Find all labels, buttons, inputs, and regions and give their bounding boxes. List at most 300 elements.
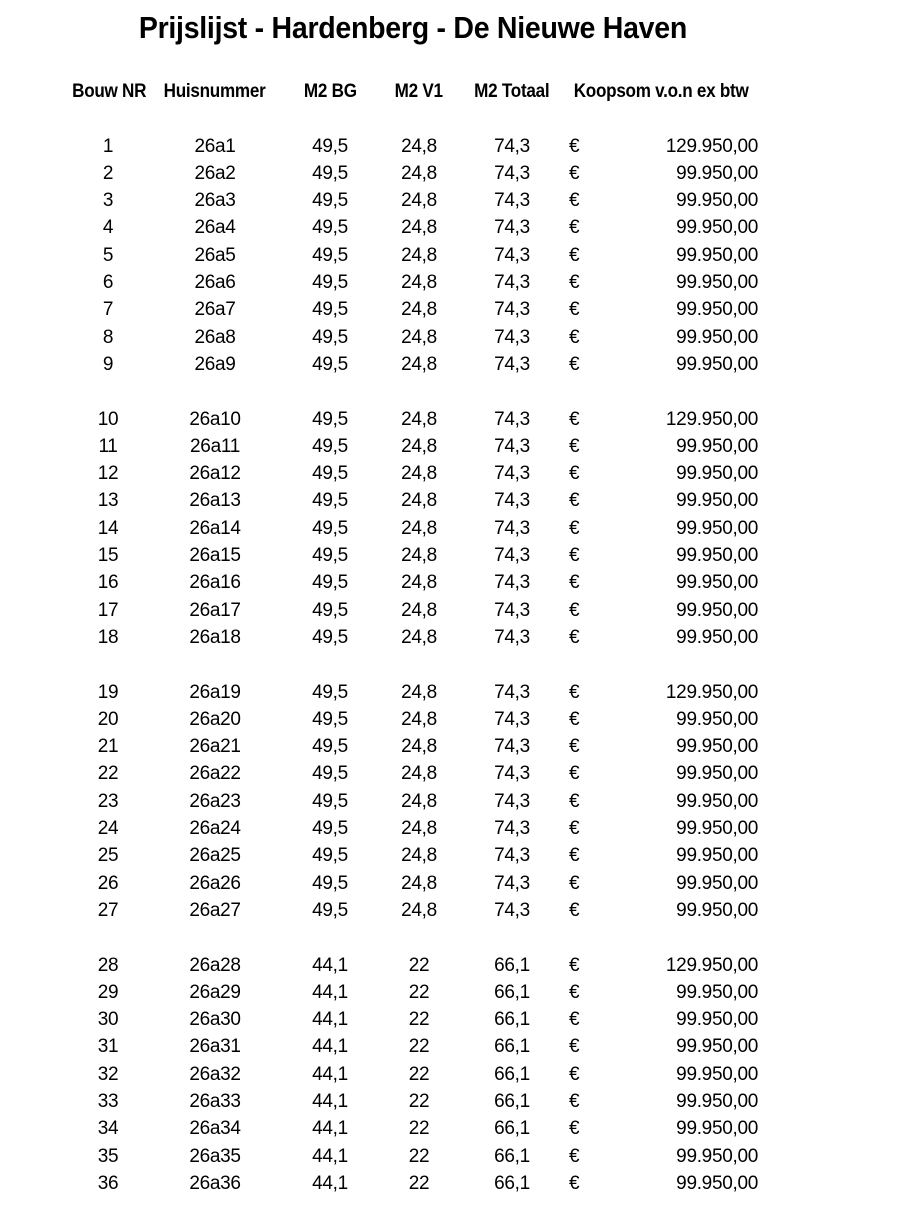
cell-m2-v1: 24,8 — [401, 408, 437, 430]
cell-huisnummer: 26a13 — [189, 490, 241, 512]
currency-symbol: € — [569, 517, 580, 539]
cell-koopsom — [564, 706, 758, 733]
cell-koopsom — [564, 351, 758, 378]
cell-bouw-nr: 7 — [102, 299, 114, 321]
cell-m2-bg: 49,5 — [312, 872, 348, 894]
cell-koopsom — [564, 487, 758, 514]
cell-m2-bg: 44,1 — [312, 1145, 348, 1167]
cell-bouw-nr: 28 — [97, 954, 119, 976]
currency-symbol: € — [569, 326, 580, 348]
cell-m2-bg: 49,5 — [312, 190, 348, 212]
currency-symbol: € — [569, 190, 580, 212]
cell-m2-totaal: 74,3 — [494, 299, 530, 321]
table-row — [68, 815, 758, 842]
cell-bouw-nr: 4 — [102, 217, 114, 239]
cell-koopsom-amount: 99.950,00 — [676, 736, 758, 758]
cell-huisnummer: 26a14 — [189, 517, 241, 539]
cell-m2-v1: 24,8 — [401, 244, 437, 266]
cell-koopsom — [564, 1143, 758, 1170]
cell-huisnummer: 26a9 — [194, 353, 236, 375]
col-header-m2-bg — [282, 78, 378, 105]
cell-koopsom-amount: 99.950,00 — [676, 217, 758, 239]
cell-koopsom-amount: 99.950,00 — [676, 1090, 758, 1112]
cell-m2-v1: 24,8 — [401, 272, 437, 294]
cell-m2-totaal: 74,3 — [494, 135, 530, 157]
cell-koopsom-amount: 99.950,00 — [676, 490, 758, 512]
cell-huisnummer: 26a21 — [189, 736, 241, 758]
table-row — [68, 1115, 758, 1142]
cell-m2-bg: 44,1 — [312, 1036, 348, 1058]
cell-m2-v1: 24,8 — [401, 135, 437, 157]
cell-koopsom — [564, 1033, 758, 1060]
cell-koopsom — [564, 296, 758, 323]
col-header-m2-bg-label: M2 BG — [303, 81, 357, 102]
cell-koopsom — [564, 433, 758, 460]
document-content — [68, 0, 758, 1197]
table-row — [68, 788, 758, 815]
table-row — [68, 324, 758, 351]
cell-m2-bg: 49,5 — [312, 790, 348, 812]
cell-m2-bg: 49,5 — [312, 326, 348, 348]
table-row — [68, 460, 758, 487]
cell-koopsom-amount: 99.950,00 — [676, 1172, 758, 1194]
cell-m2-totaal: 74,3 — [494, 899, 530, 921]
table-row — [68, 515, 758, 542]
cell-huisnummer: 26a23 — [189, 790, 241, 812]
spacer-row — [68, 105, 758, 132]
cell-m2-bg: 49,5 — [312, 272, 348, 294]
table-row — [68, 624, 758, 651]
cell-m2-v1: 24,8 — [401, 217, 437, 239]
cell-koopsom — [564, 160, 758, 187]
table-row — [68, 542, 758, 569]
cell-bouw-nr: 31 — [97, 1036, 119, 1058]
cell-koopsom-amount: 129.950,00 — [665, 681, 758, 703]
currency-symbol: € — [569, 353, 580, 375]
cell-koopsom — [564, 679, 758, 706]
cell-koopsom-amount: 99.950,00 — [676, 818, 758, 840]
cell-m2-v1: 24,8 — [401, 872, 437, 894]
table-row — [68, 897, 758, 924]
cell-m2-v1: 22 — [408, 1145, 430, 1167]
cell-koopsom — [564, 569, 758, 596]
cell-huisnummer: 26a36 — [189, 1172, 241, 1194]
cell-m2-totaal: 66,1 — [494, 1036, 530, 1058]
currency-symbol: € — [569, 1172, 580, 1194]
cell-koopsom — [564, 269, 758, 296]
cell-m2-totaal: 74,3 — [494, 572, 530, 594]
cell-m2-bg: 49,5 — [312, 408, 348, 430]
cell-koopsom — [564, 788, 758, 815]
cell-koopsom — [564, 324, 758, 351]
cell-bouw-nr: 2 — [102, 162, 114, 184]
cell-koopsom — [564, 733, 758, 760]
cell-bouw-nr: 16 — [97, 572, 119, 594]
cell-huisnummer: 26a34 — [189, 1118, 241, 1140]
cell-m2-v1: 24,8 — [401, 736, 437, 758]
cell-m2-totaal: 74,3 — [494, 217, 530, 239]
currency-symbol: € — [569, 244, 580, 266]
currency-symbol: € — [569, 490, 580, 512]
cell-m2-bg: 44,1 — [312, 1009, 348, 1031]
currency-symbol: € — [569, 1036, 580, 1058]
cell-bouw-nr: 11 — [98, 435, 118, 457]
cell-m2-v1: 24,8 — [401, 353, 437, 375]
cell-m2-v1: 24,8 — [401, 681, 437, 703]
cell-m2-v1: 24,8 — [401, 190, 437, 212]
cell-huisnummer: 26a7 — [194, 299, 236, 321]
cell-koopsom-amount: 99.950,00 — [676, 790, 758, 812]
cell-huisnummer: 26a28 — [189, 954, 241, 976]
cell-m2-totaal: 74,3 — [494, 626, 530, 648]
cell-koopsom-amount: 99.950,00 — [676, 435, 758, 457]
currency-symbol: € — [569, 299, 580, 321]
cell-huisnummer: 26a1 — [194, 135, 236, 157]
cell-huisnummer: 26a4 — [194, 217, 236, 239]
currency-symbol: € — [569, 545, 580, 567]
currency-symbol: € — [569, 272, 580, 294]
cell-m2-bg: 49,5 — [312, 244, 348, 266]
table-row — [68, 406, 758, 433]
page-title-text: Prijslijst - Hardenberg - De Nieuwe Haven — [138, 10, 688, 45]
col-header-koopsom — [564, 78, 758, 105]
cell-koopsom — [564, 406, 758, 433]
cell-huisnummer: 26a22 — [189, 763, 241, 785]
cell-bouw-nr: 13 — [97, 490, 119, 512]
cell-m2-bg: 49,5 — [312, 599, 348, 621]
currency-symbol: € — [569, 708, 580, 730]
col-header-huisnummer — [148, 78, 282, 105]
cell-m2-totaal: 74,3 — [494, 599, 530, 621]
cell-m2-totaal: 74,3 — [494, 872, 530, 894]
cell-koopsom-amount: 129.950,00 — [665, 408, 758, 430]
cell-koopsom-amount: 99.950,00 — [676, 190, 758, 212]
table-row — [68, 133, 758, 160]
table-row — [68, 679, 758, 706]
cell-m2-v1: 24,8 — [401, 463, 437, 485]
table-row — [68, 1170, 758, 1197]
table-row — [68, 1061, 758, 1088]
cell-huisnummer: 26a6 — [194, 272, 236, 294]
cell-huisnummer: 26a8 — [194, 326, 236, 348]
table-row — [68, 160, 758, 187]
table-row — [68, 296, 758, 323]
col-header-m2-v1 — [378, 78, 460, 105]
table-row — [68, 1006, 758, 1033]
cell-koopsom-amount: 99.950,00 — [676, 1063, 758, 1085]
col-header-m2-totaal-label: M2 Totaal — [474, 81, 550, 102]
cell-m2-v1: 24,8 — [401, 763, 437, 785]
spacer-row — [68, 651, 758, 678]
currency-symbol: € — [569, 845, 580, 867]
cell-huisnummer: 26a32 — [189, 1063, 241, 1085]
cell-koopsom — [564, 1088, 758, 1115]
cell-m2-totaal: 74,3 — [494, 517, 530, 539]
cell-m2-v1: 24,8 — [401, 845, 437, 867]
cell-m2-v1: 24,8 — [401, 818, 437, 840]
cell-m2-bg: 49,5 — [312, 845, 348, 867]
cell-bouw-nr: 18 — [97, 626, 119, 648]
currency-symbol: € — [569, 981, 580, 1003]
cell-m2-bg: 49,5 — [312, 572, 348, 594]
cell-bouw-nr: 25 — [97, 845, 119, 867]
cell-m2-bg: 49,5 — [312, 626, 348, 648]
currency-symbol: € — [569, 135, 580, 157]
cell-m2-v1: 24,8 — [401, 517, 437, 539]
cell-m2-bg: 49,5 — [312, 818, 348, 840]
cell-bouw-nr: 24 — [97, 818, 119, 840]
table-row — [68, 187, 758, 214]
table-row — [68, 1088, 758, 1115]
cell-m2-v1: 24,8 — [401, 435, 437, 457]
cell-m2-bg: 49,5 — [312, 162, 348, 184]
cell-m2-bg: 49,5 — [312, 681, 348, 703]
currency-symbol: € — [569, 599, 580, 621]
cell-m2-v1: 24,8 — [401, 599, 437, 621]
cell-koopsom-amount: 99.950,00 — [676, 572, 758, 594]
cell-m2-totaal: 66,1 — [494, 1172, 530, 1194]
cell-m2-totaal: 74,3 — [494, 326, 530, 348]
col-header-bouw-nr — [68, 78, 148, 105]
cell-koopsom — [564, 1115, 758, 1142]
cell-koopsom — [564, 952, 758, 979]
cell-huisnummer: 26a18 — [189, 626, 241, 648]
cell-m2-bg: 49,5 — [312, 463, 348, 485]
cell-bouw-nr: 17 — [97, 599, 119, 621]
currency-symbol: € — [569, 681, 580, 703]
table-row — [68, 733, 758, 760]
cell-m2-totaal: 74,3 — [494, 435, 530, 457]
cell-m2-bg: 44,1 — [312, 1063, 348, 1085]
cell-m2-v1: 24,8 — [401, 572, 437, 594]
cell-m2-v1: 24,8 — [401, 162, 437, 184]
table-row — [68, 952, 758, 979]
table-header-row — [68, 78, 758, 105]
currency-symbol: € — [569, 162, 580, 184]
cell-m2-v1: 22 — [408, 1009, 430, 1031]
cell-bouw-nr: 22 — [97, 763, 119, 785]
cell-huisnummer: 26a19 — [189, 681, 241, 703]
cell-bouw-nr: 36 — [97, 1172, 119, 1194]
cell-m2-totaal: 74,3 — [494, 790, 530, 812]
currency-symbol: € — [569, 899, 580, 921]
cell-m2-totaal: 74,3 — [494, 244, 530, 266]
cell-m2-bg: 49,5 — [312, 135, 348, 157]
table-row — [68, 487, 758, 514]
table-row — [68, 842, 758, 869]
table-row — [68, 269, 758, 296]
cell-m2-bg: 49,5 — [312, 545, 348, 567]
cell-m2-totaal: 74,3 — [494, 818, 530, 840]
cell-koopsom-amount: 99.950,00 — [676, 1118, 758, 1140]
cell-m2-v1: 24,8 — [401, 708, 437, 730]
cell-m2-bg: 49,5 — [312, 763, 348, 785]
cell-bouw-nr: 23 — [97, 790, 119, 812]
cell-koopsom-amount: 99.950,00 — [676, 463, 758, 485]
cell-m2-totaal: 74,3 — [494, 162, 530, 184]
cell-koopsom-amount: 99.950,00 — [676, 545, 758, 567]
cell-m2-totaal: 74,3 — [494, 353, 530, 375]
cell-bouw-nr: 29 — [97, 981, 119, 1003]
spacer-row — [68, 378, 758, 405]
cell-koopsom — [564, 133, 758, 160]
cell-bouw-nr: 34 — [97, 1118, 119, 1140]
cell-m2-totaal: 74,3 — [494, 845, 530, 867]
cell-m2-v1: 22 — [408, 1118, 430, 1140]
table-row — [68, 706, 758, 733]
cell-koopsom — [564, 870, 758, 897]
cell-m2-v1: 24,8 — [401, 545, 437, 567]
cell-koopsom-amount: 99.950,00 — [676, 899, 758, 921]
cell-koopsom-amount: 99.950,00 — [676, 981, 758, 1003]
cell-koopsom — [564, 1061, 758, 1088]
cell-koopsom-amount: 99.950,00 — [676, 763, 758, 785]
cell-m2-totaal: 74,3 — [494, 272, 530, 294]
cell-m2-bg: 44,1 — [312, 1172, 348, 1194]
col-header-koopsom-label: Koopsom v.o.n ex btw — [573, 81, 749, 102]
cell-m2-v1: 24,8 — [401, 790, 437, 812]
cell-huisnummer: 26a26 — [189, 872, 241, 894]
table-row — [68, 870, 758, 897]
cell-koopsom — [564, 1170, 758, 1197]
currency-symbol: € — [569, 736, 580, 758]
cell-m2-bg: 49,5 — [312, 217, 348, 239]
cell-m2-totaal: 66,1 — [494, 1009, 530, 1031]
table-row — [68, 1033, 758, 1060]
cell-koopsom — [564, 187, 758, 214]
cell-bouw-nr: 8 — [102, 326, 114, 348]
cell-bouw-nr: 6 — [102, 272, 114, 294]
cell-m2-totaal: 74,3 — [494, 490, 530, 512]
cell-koopsom-amount: 99.950,00 — [676, 272, 758, 294]
cell-m2-bg: 49,5 — [312, 435, 348, 457]
cell-koopsom-amount: 99.950,00 — [676, 353, 758, 375]
cell-koopsom — [564, 597, 758, 624]
cell-huisnummer: 26a33 — [189, 1090, 241, 1112]
cell-koopsom-amount: 99.950,00 — [676, 299, 758, 321]
cell-huisnummer: 26a24 — [189, 818, 241, 840]
cell-koopsom — [564, 542, 758, 569]
cell-m2-v1: 24,8 — [401, 490, 437, 512]
table-row — [68, 760, 758, 787]
cell-huisnummer: 26a2 — [194, 162, 236, 184]
cell-m2-v1: 24,8 — [401, 326, 437, 348]
cell-m2-totaal: 74,3 — [494, 736, 530, 758]
cell-huisnummer: 26a20 — [189, 708, 241, 730]
table-row — [68, 597, 758, 624]
currency-symbol: € — [569, 217, 580, 239]
cell-m2-totaal: 66,1 — [494, 1090, 530, 1112]
col-header-bouw-nr-label: Bouw NR — [72, 81, 147, 102]
cell-koopsom-amount: 129.950,00 — [665, 954, 758, 976]
currency-symbol: € — [569, 763, 580, 785]
cell-koopsom-amount: 99.950,00 — [676, 599, 758, 621]
cell-m2-bg: 49,5 — [312, 736, 348, 758]
cell-huisnummer: 26a10 — [189, 408, 241, 430]
page-title — [68, 0, 758, 46]
cell-m2-bg: 49,5 — [312, 517, 348, 539]
cell-koopsom-amount: 99.950,00 — [676, 1145, 758, 1167]
cell-huisnummer: 26a27 — [189, 899, 241, 921]
currency-symbol: € — [569, 954, 580, 976]
cell-m2-bg: 44,1 — [312, 1090, 348, 1112]
cell-m2-v1: 22 — [408, 954, 430, 976]
cell-koopsom — [564, 624, 758, 651]
cell-bouw-nr: 19 — [97, 681, 119, 703]
cell-bouw-nr: 26 — [97, 872, 119, 894]
cell-m2-totaal: 66,1 — [494, 1063, 530, 1085]
cell-koopsom — [564, 515, 758, 542]
currency-symbol: € — [569, 1118, 580, 1140]
cell-huisnummer: 26a11 — [190, 435, 240, 457]
cell-m2-v1: 22 — [408, 1172, 430, 1194]
cell-m2-totaal: 74,3 — [494, 190, 530, 212]
cell-bouw-nr: 15 — [97, 545, 119, 567]
cell-m2-v1: 24,8 — [401, 299, 437, 321]
currency-symbol: € — [569, 408, 580, 430]
cell-m2-totaal: 74,3 — [494, 545, 530, 567]
cell-koopsom — [564, 815, 758, 842]
currency-symbol: € — [569, 872, 580, 894]
price-table — [68, 78, 758, 1197]
cell-koopsom — [564, 760, 758, 787]
cell-koopsom — [564, 1006, 758, 1033]
cell-koopsom — [564, 242, 758, 269]
cell-koopsom-amount: 99.950,00 — [676, 1009, 758, 1031]
currency-symbol: € — [569, 435, 580, 457]
cell-koopsom-amount: 99.950,00 — [676, 626, 758, 648]
cell-koopsom — [564, 842, 758, 869]
currency-symbol: € — [569, 572, 580, 594]
cell-bouw-nr: 10 — [97, 408, 119, 430]
cell-koopsom-amount: 99.950,00 — [676, 845, 758, 867]
cell-m2-bg: 44,1 — [312, 981, 348, 1003]
table-row — [68, 979, 758, 1006]
table-row — [68, 569, 758, 596]
table-row — [68, 433, 758, 460]
currency-symbol: € — [569, 1145, 580, 1167]
cell-bouw-nr: 20 — [97, 708, 119, 730]
currency-symbol: € — [569, 626, 580, 648]
cell-huisnummer: 26a5 — [194, 244, 236, 266]
cell-koopsom-amount: 99.950,00 — [676, 326, 758, 348]
cell-m2-totaal: 66,1 — [494, 1145, 530, 1167]
currency-symbol: € — [569, 818, 580, 840]
cell-huisnummer: 26a17 — [189, 599, 241, 621]
cell-m2-v1: 24,8 — [401, 899, 437, 921]
cell-m2-totaal: 74,3 — [494, 463, 530, 485]
cell-huisnummer: 26a31 — [189, 1036, 241, 1058]
currency-symbol: € — [569, 463, 580, 485]
cell-m2-v1: 22 — [408, 981, 430, 1003]
cell-bouw-nr: 12 — [97, 463, 119, 485]
cell-bouw-nr: 9 — [102, 353, 114, 375]
cell-koopsom — [564, 214, 758, 241]
cell-m2-v1: 22 — [408, 1063, 430, 1085]
cell-bouw-nr: 3 — [102, 190, 114, 212]
col-header-m2-v1-label: M2 V1 — [394, 81, 444, 102]
col-header-huisnummer-label: Huisnummer — [164, 81, 266, 102]
cell-koopsom-amount: 99.950,00 — [676, 1036, 758, 1058]
cell-koopsom-amount: 99.950,00 — [676, 872, 758, 894]
cell-m2-bg: 49,5 — [312, 490, 348, 512]
cell-bouw-nr: 27 — [97, 899, 119, 921]
cell-koopsom — [564, 979, 758, 1006]
cell-bouw-nr: 30 — [97, 1009, 119, 1031]
cell-m2-totaal: 66,1 — [494, 954, 530, 976]
cell-m2-totaal: 74,3 — [494, 408, 530, 430]
cell-m2-bg: 49,5 — [312, 299, 348, 321]
